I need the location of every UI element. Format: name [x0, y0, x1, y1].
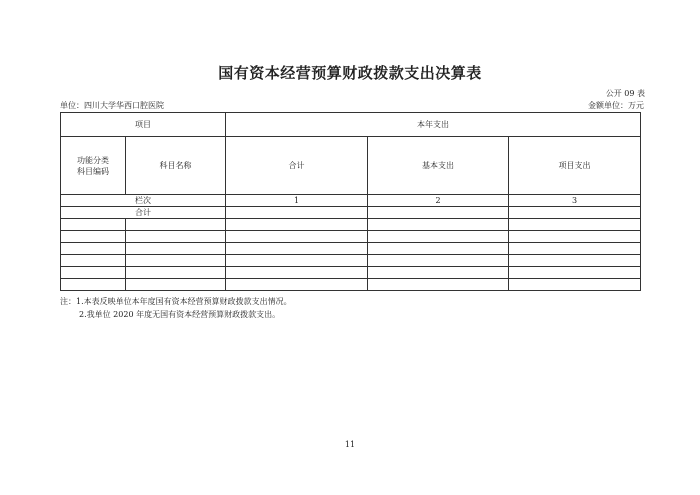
table-row [61, 243, 641, 255]
note-2: 2.我单位 2020 年度无国有资本经营预算财政拨款支出。 [79, 310, 281, 319]
table-cell [368, 207, 509, 219]
note-1: 注：1.本表反映单位本年度国有资本经营预算财政拨款支出情况。 [60, 297, 292, 306]
table-subheader-row [61, 137, 641, 195]
total-row [61, 207, 641, 219]
column-number-row [61, 195, 641, 207]
table-cell [509, 231, 641, 243]
table-cell [61, 267, 126, 279]
item-header: 项目 [61, 113, 226, 137]
table-cell [226, 231, 368, 243]
table-cell [509, 279, 641, 291]
basic-expense-header: 基本支出 [368, 137, 509, 195]
table-cell [368, 255, 509, 267]
table-cell [126, 267, 226, 279]
table-row [61, 255, 641, 267]
table-cell [368, 243, 509, 255]
table-cell [126, 255, 226, 267]
table-cell [61, 279, 126, 291]
table-cell [61, 231, 126, 243]
page-title: 国有资本经营预算财政拨款支出决算表 [218, 64, 482, 82]
total-row-label: 合计 [61, 207, 226, 219]
total-header: 合计 [226, 137, 368, 195]
table-cell [61, 243, 126, 255]
page-number: 11 [344, 440, 356, 449]
column-number-2: 2 [368, 195, 509, 207]
table-cell [126, 231, 226, 243]
expenditure-table [60, 112, 641, 291]
table-header-row [61, 113, 641, 137]
table-cell [226, 255, 368, 267]
table-cell [368, 231, 509, 243]
table-cell [509, 267, 641, 279]
table-cell [126, 219, 226, 231]
table-row [61, 231, 641, 243]
table-row [61, 267, 641, 279]
table-cell [61, 255, 126, 267]
table-cell [226, 219, 368, 231]
table-cell [226, 279, 368, 291]
table-cell [368, 219, 509, 231]
table-row [61, 279, 641, 291]
column-number-1: 1 [226, 195, 368, 207]
column-number-label: 栏次 [61, 195, 226, 207]
table-cell [509, 219, 641, 231]
amount-unit: 金额单位：万元 [588, 101, 644, 110]
reporting-unit: 单位：四川大学华西口腔医院 [60, 101, 164, 110]
table-cell [509, 207, 641, 219]
table-row [61, 219, 641, 231]
table-cell [509, 243, 641, 255]
expense-header: 本年支出 [226, 113, 641, 137]
table-cell [368, 267, 509, 279]
function-code-header: 功能分类 科目编码 [61, 137, 126, 195]
table-notes [60, 295, 292, 321]
project-expense-header: 项目支出 [509, 137, 641, 195]
table-cell [61, 219, 126, 231]
table-cell [226, 267, 368, 279]
table-cell [126, 243, 226, 255]
table-cell [368, 279, 509, 291]
form-number: 公开 09 表 [605, 89, 645, 98]
table-cell [126, 279, 226, 291]
table-cell [509, 255, 641, 267]
column-number-3: 3 [509, 195, 641, 207]
table-cell [226, 243, 368, 255]
subject-name-header: 科目名称 [126, 137, 226, 195]
table-cell [226, 207, 368, 219]
